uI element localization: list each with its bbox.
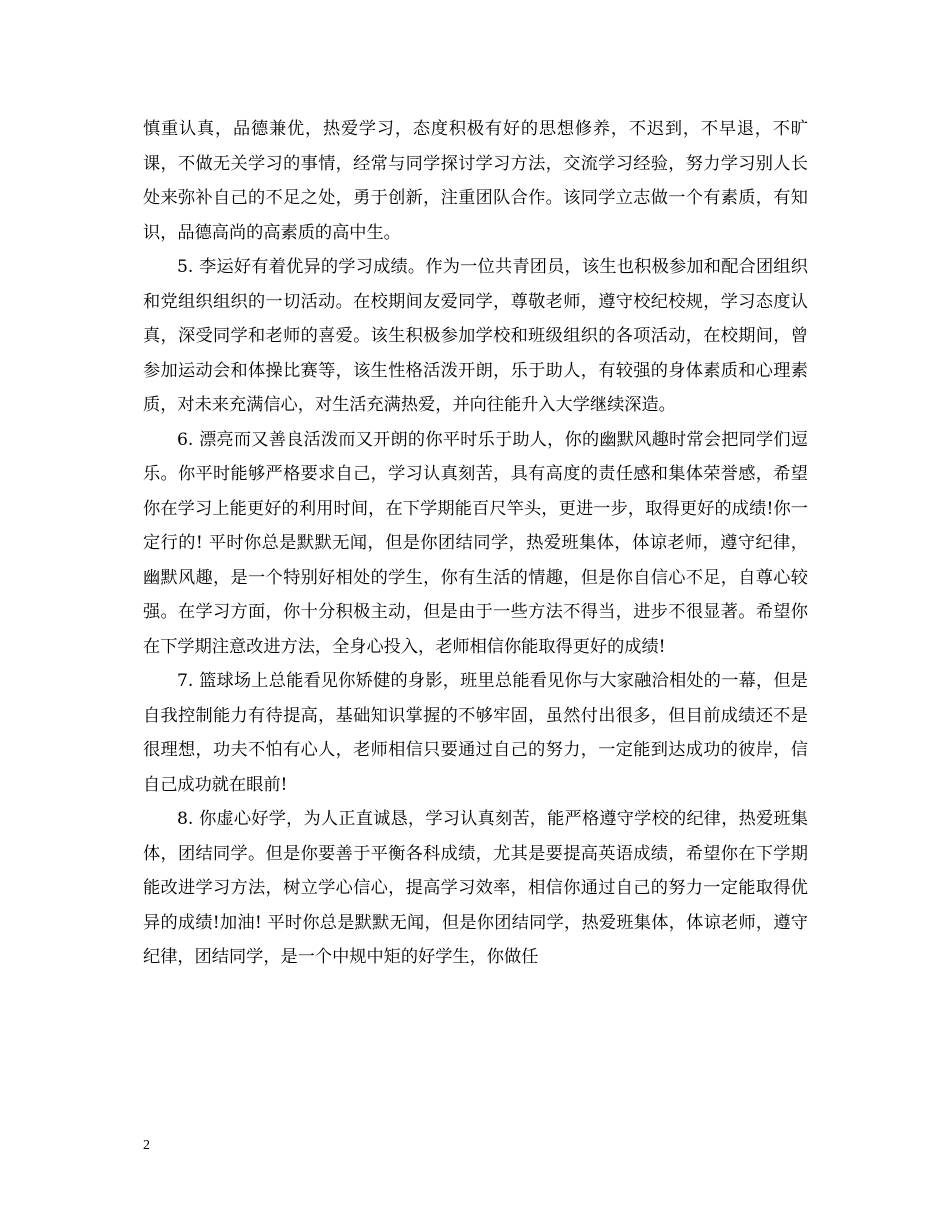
paragraph-comment-6: 6. 漂亮而又善良活泼而又开朗的你平时乐于助人，你的幽默风趣时常会把同学们逗乐。你平时能够严格要求自己，学习认真刻苦，具有高度的责任感和集体荣誉感，希望你在学习上能更好的利用时间，在下学期能百尺竿头，更进一步，取得更好的成绩!你一定行的! 平时你总是默默无闻，但是你团结同学，热爱班集体，体谅老师，遵守纪律，幽默风趣，是一个特别好相处的学生，你有生活的情趣，但是你自信心不足，自尊心较强。在学习方面，你十分积极主动，但是由于一些方法不得当，进步不很显著。希望你在下学期注意改进方法，全身心投入，老师相信你能取得更好的成绩! [143, 429, 808, 657]
body-text [143, 112, 808, 975]
page-number: 2 [143, 1138, 150, 1153]
paragraph-comment-8: 8. 你虚心好学，为人正直诚恳，学习认真刻苦，能严格遵守学校的纪律，热爱班集体，团结同学。但是你要善于平衡各科成绩，尤其是要提高英语成绩，希望你在下学期能改进学习方法，树立学心信心，提高学习效率，相信你通过自己的努力一定能取得优异的成绩!加油! 平时你总是默默无闻，但是你团结同学，热爱班集体，体谅老师，遵守纪律，团结同学，是一个中规中矩的好学生，你做任 [143, 809, 808, 967]
paragraph-comment-5: 5. 李运好有着优异的学习成绩。作为一位共青团员，该生也积极参加和配合团组织和党组织组织的一切活动。在校期间友爱同学，尊敬老师，遵守校纪校规，学习态度认真，深受同学和老师的喜爱。该生积极参加学校和班级组织的各项活动，在校期间，曾参加运动会和体操比赛等，该生性格活泼开朗，乐于助人，有较强的身体素质和心理素质，对未来充满信心，对生活充满热爱，并向往能升入大学继续深造。 [143, 257, 808, 415]
paragraph-continuation: 慎重认真，品德兼优，热爱学习，态度积极有好的思想修养，不迟到，不早退，不旷课，不做无关学习的事情，经常与同学探讨学习方法，交流学习经验，努力学习别人长处来弥补自己的不足之处，勇于创新，注重团队合作。该同学立志做一个有素质，有知识，品德高尚的高素质的高中生。 [143, 119, 808, 243]
paragraph-comment-7: 7. 篮球场上总能看见你矫健的身影，班里总能看见你与大家融洽相处的一幕，但是自我控制能力有待提高，基础知识掌握的不够牢固，虽然付出很多，但目前成绩还不是很理想，功夫不怕有心人，老师相信只要通过自己的努力，一定能到达成功的彼岸，信自己成功就在眼前! [143, 671, 808, 795]
